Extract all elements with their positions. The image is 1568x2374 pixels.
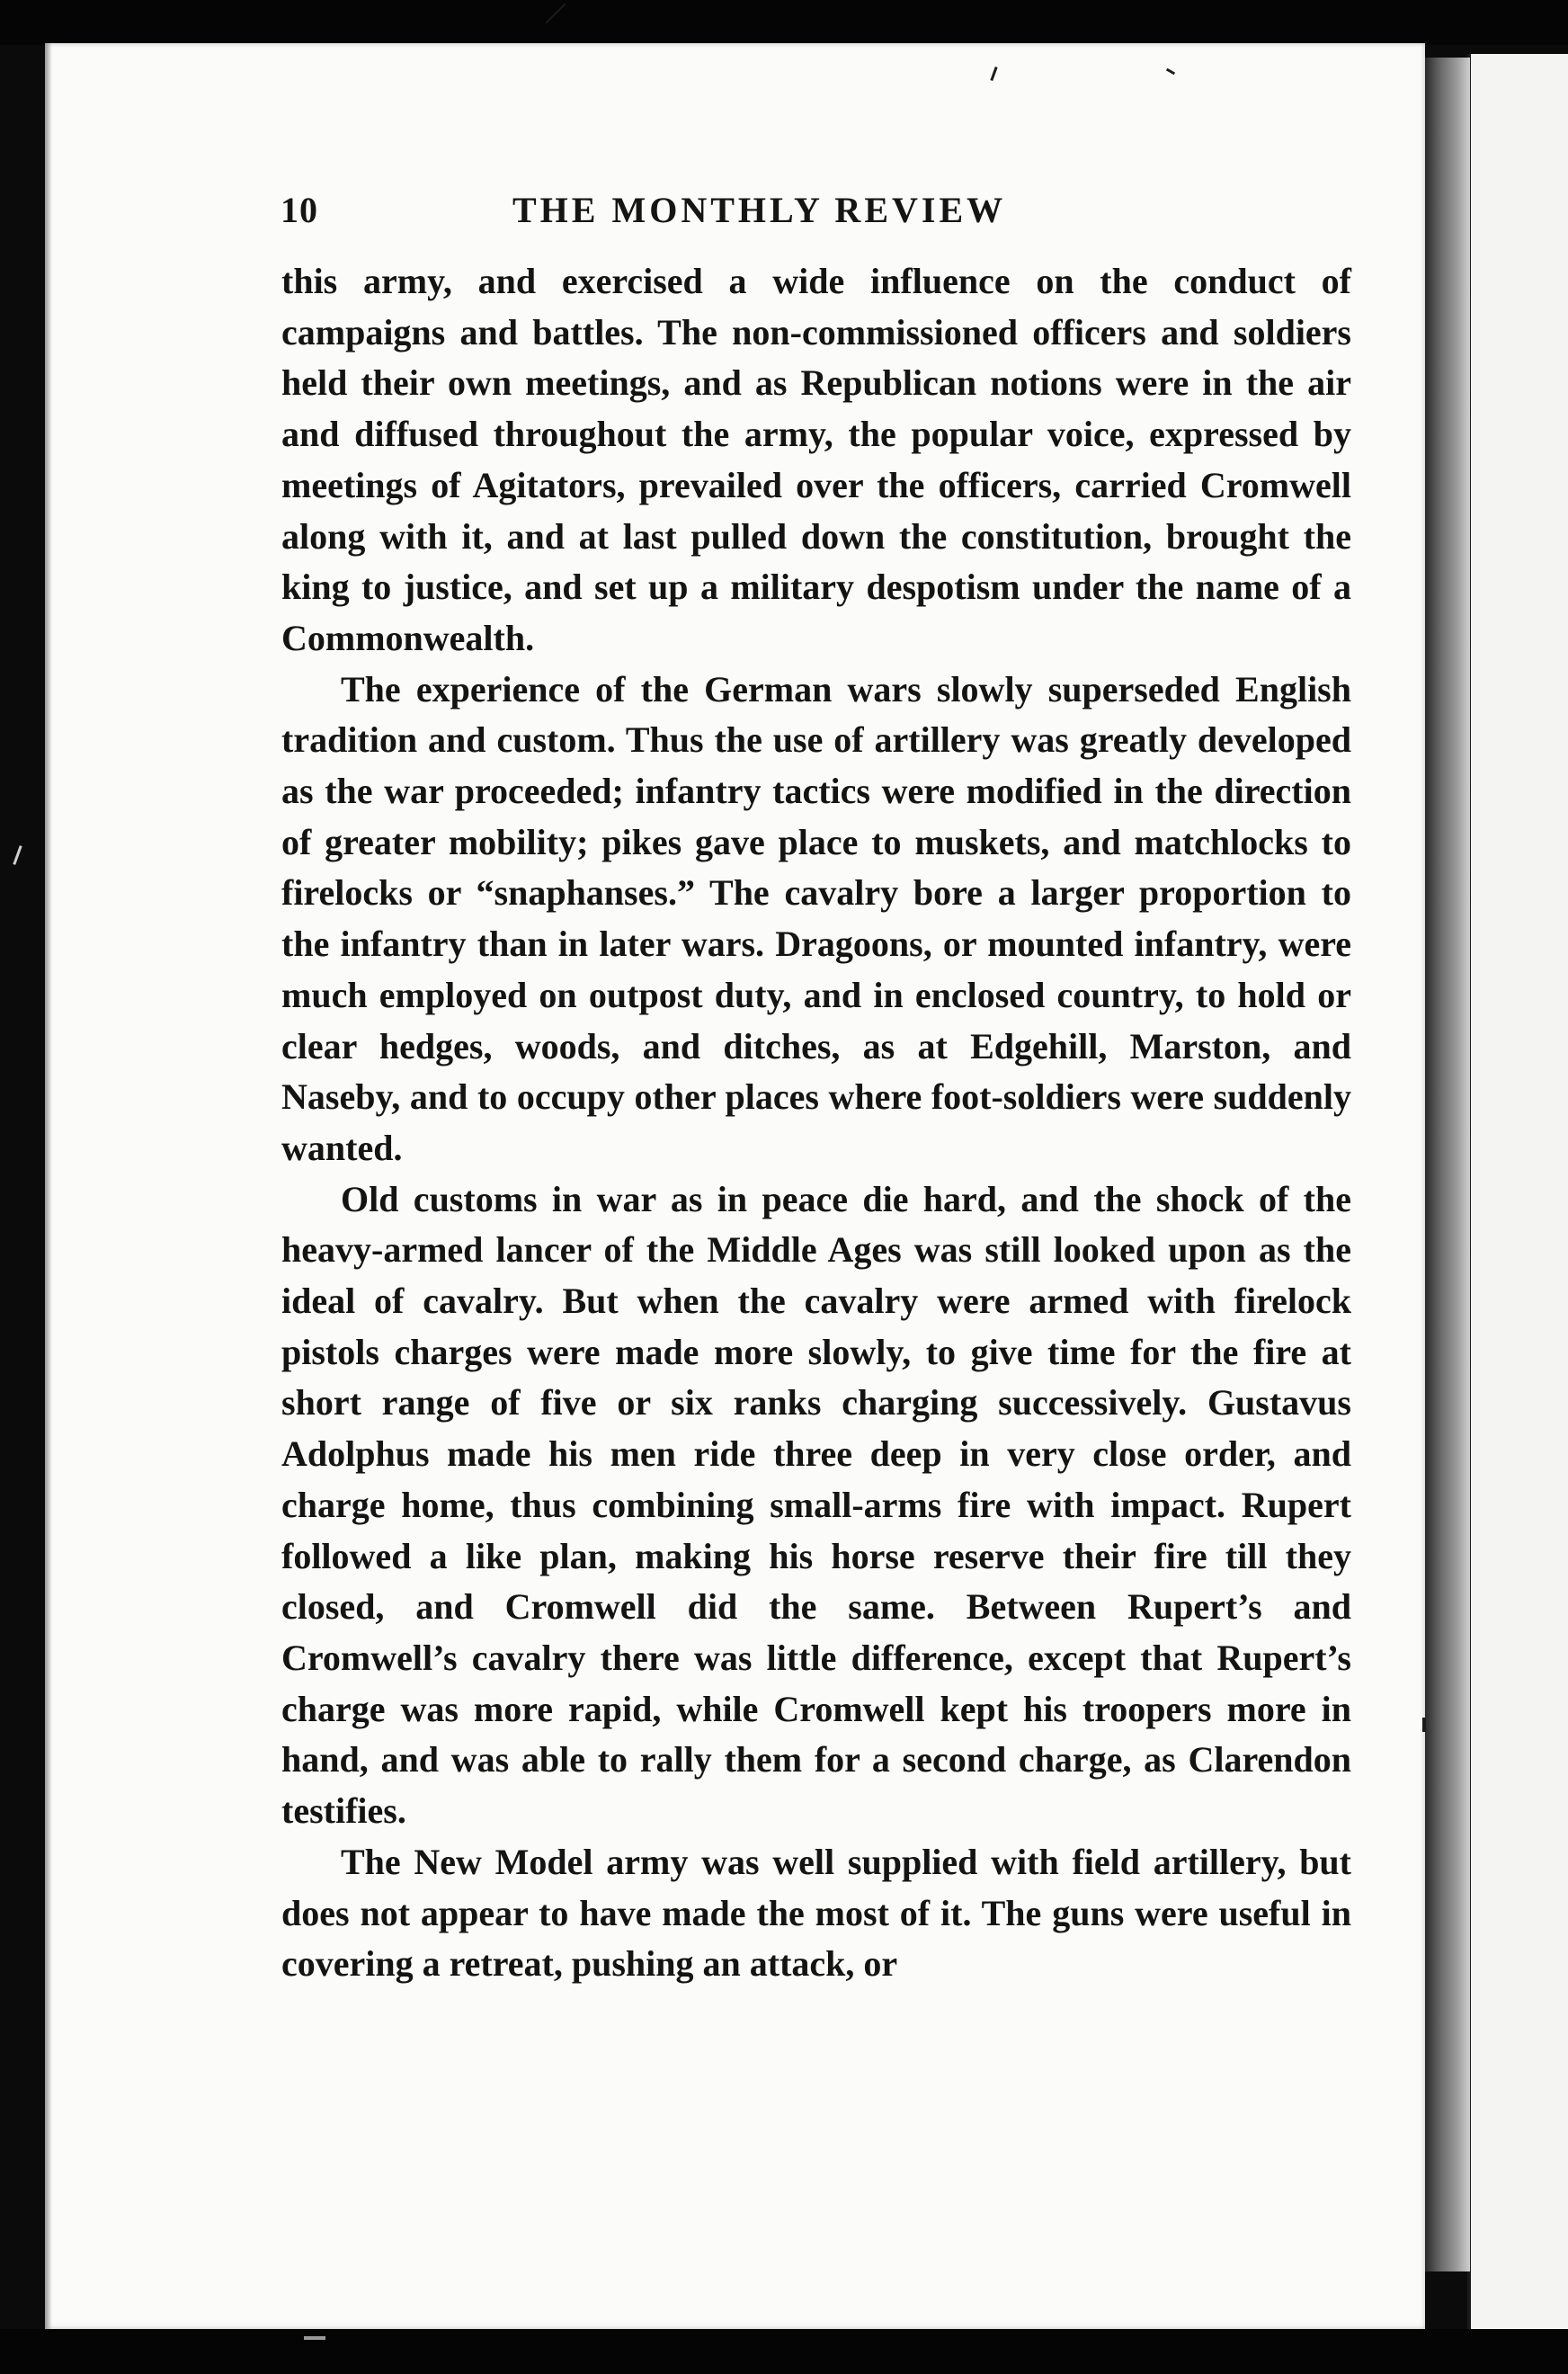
running-title: THE MONTHLY REVIEW <box>512 190 1007 230</box>
scan-speck <box>304 2336 325 2340</box>
scanner-background-bottom <box>0 2329 1568 2374</box>
page-left-edge-shadow <box>45 43 52 2329</box>
body-text <box>281 256 1351 1990</box>
scan-speck <box>1422 1718 1426 1732</box>
book-spine-shadow <box>1425 58 1470 2271</box>
scan-speck <box>13 845 22 865</box>
running-head <box>281 189 1350 243</box>
facing-page-edge <box>1470 54 1568 2329</box>
paragraph: The New Model army was well supplied with field artillery, but does not appear to have made the most of it. The guns were useful in covering a retreat, pushing an attack, or <box>281 1841 1351 1985</box>
paragraph: Old customs in war as in peace die hard, and the shock of the heavy-armed lancer of the Middle Ages was still looked upon as the ideal of cavalry. But when the cavalry were armed with firelock pistols charges were made more slowly, to give time for the fire at short range of five or six ranks charging successively. Gustavus Adolphus made his men ride three deep in very close order, and charge home, thus combining small-arms fire with impact. Rupert followed a like plan, making his horse reserve their fire till they closed, and Cromwell did the same. Between Rupert’s and Cromwell’s cavalry there was little difference, except that Rupert’s charge was more rapid, while Cromwell kept his troopers more in hand, and was able to rally them for a second charge, as Clarendon testifies. <box>281 1178 1351 1832</box>
paragraph: The experience of the German wars slowly superseded English tradition and custom. Thus the use of artillery was greatly developed as the war proceeded; infantry tactics were modified in the direction of greater mobility; pikes gave place to muskets, and matchlocks to firelocks or “snaphanses.” The cavalry bore a larger proportion to the infantry than in later wars. Dragoons, or mounted infantry, were much employed on outpost duty, and in enclosed country, to hold or clear hedges, woods, and ditches, as at Edgehill, Marston, and Naseby, and to occupy other places where foot-soldiers were suddenly wanted. <box>281 668 1351 1168</box>
scanner-background-top <box>0 0 1568 45</box>
page-number: 10 <box>281 190 318 230</box>
paragraph: this army, and exercised a wide influence on the conduct of campaigns and battles. The non-commissioned officers and soldiers held their own meetings, and as Republican notions were in the air and diffused throughout the army, the popular voice, expressed by meetings of Agitators, prevailed over the officers, carried Cromwell along with it, and at last pulled down the constitution, brought the king to justice, and set up a military despotism under the name of a Commonwealth. <box>281 261 1351 658</box>
